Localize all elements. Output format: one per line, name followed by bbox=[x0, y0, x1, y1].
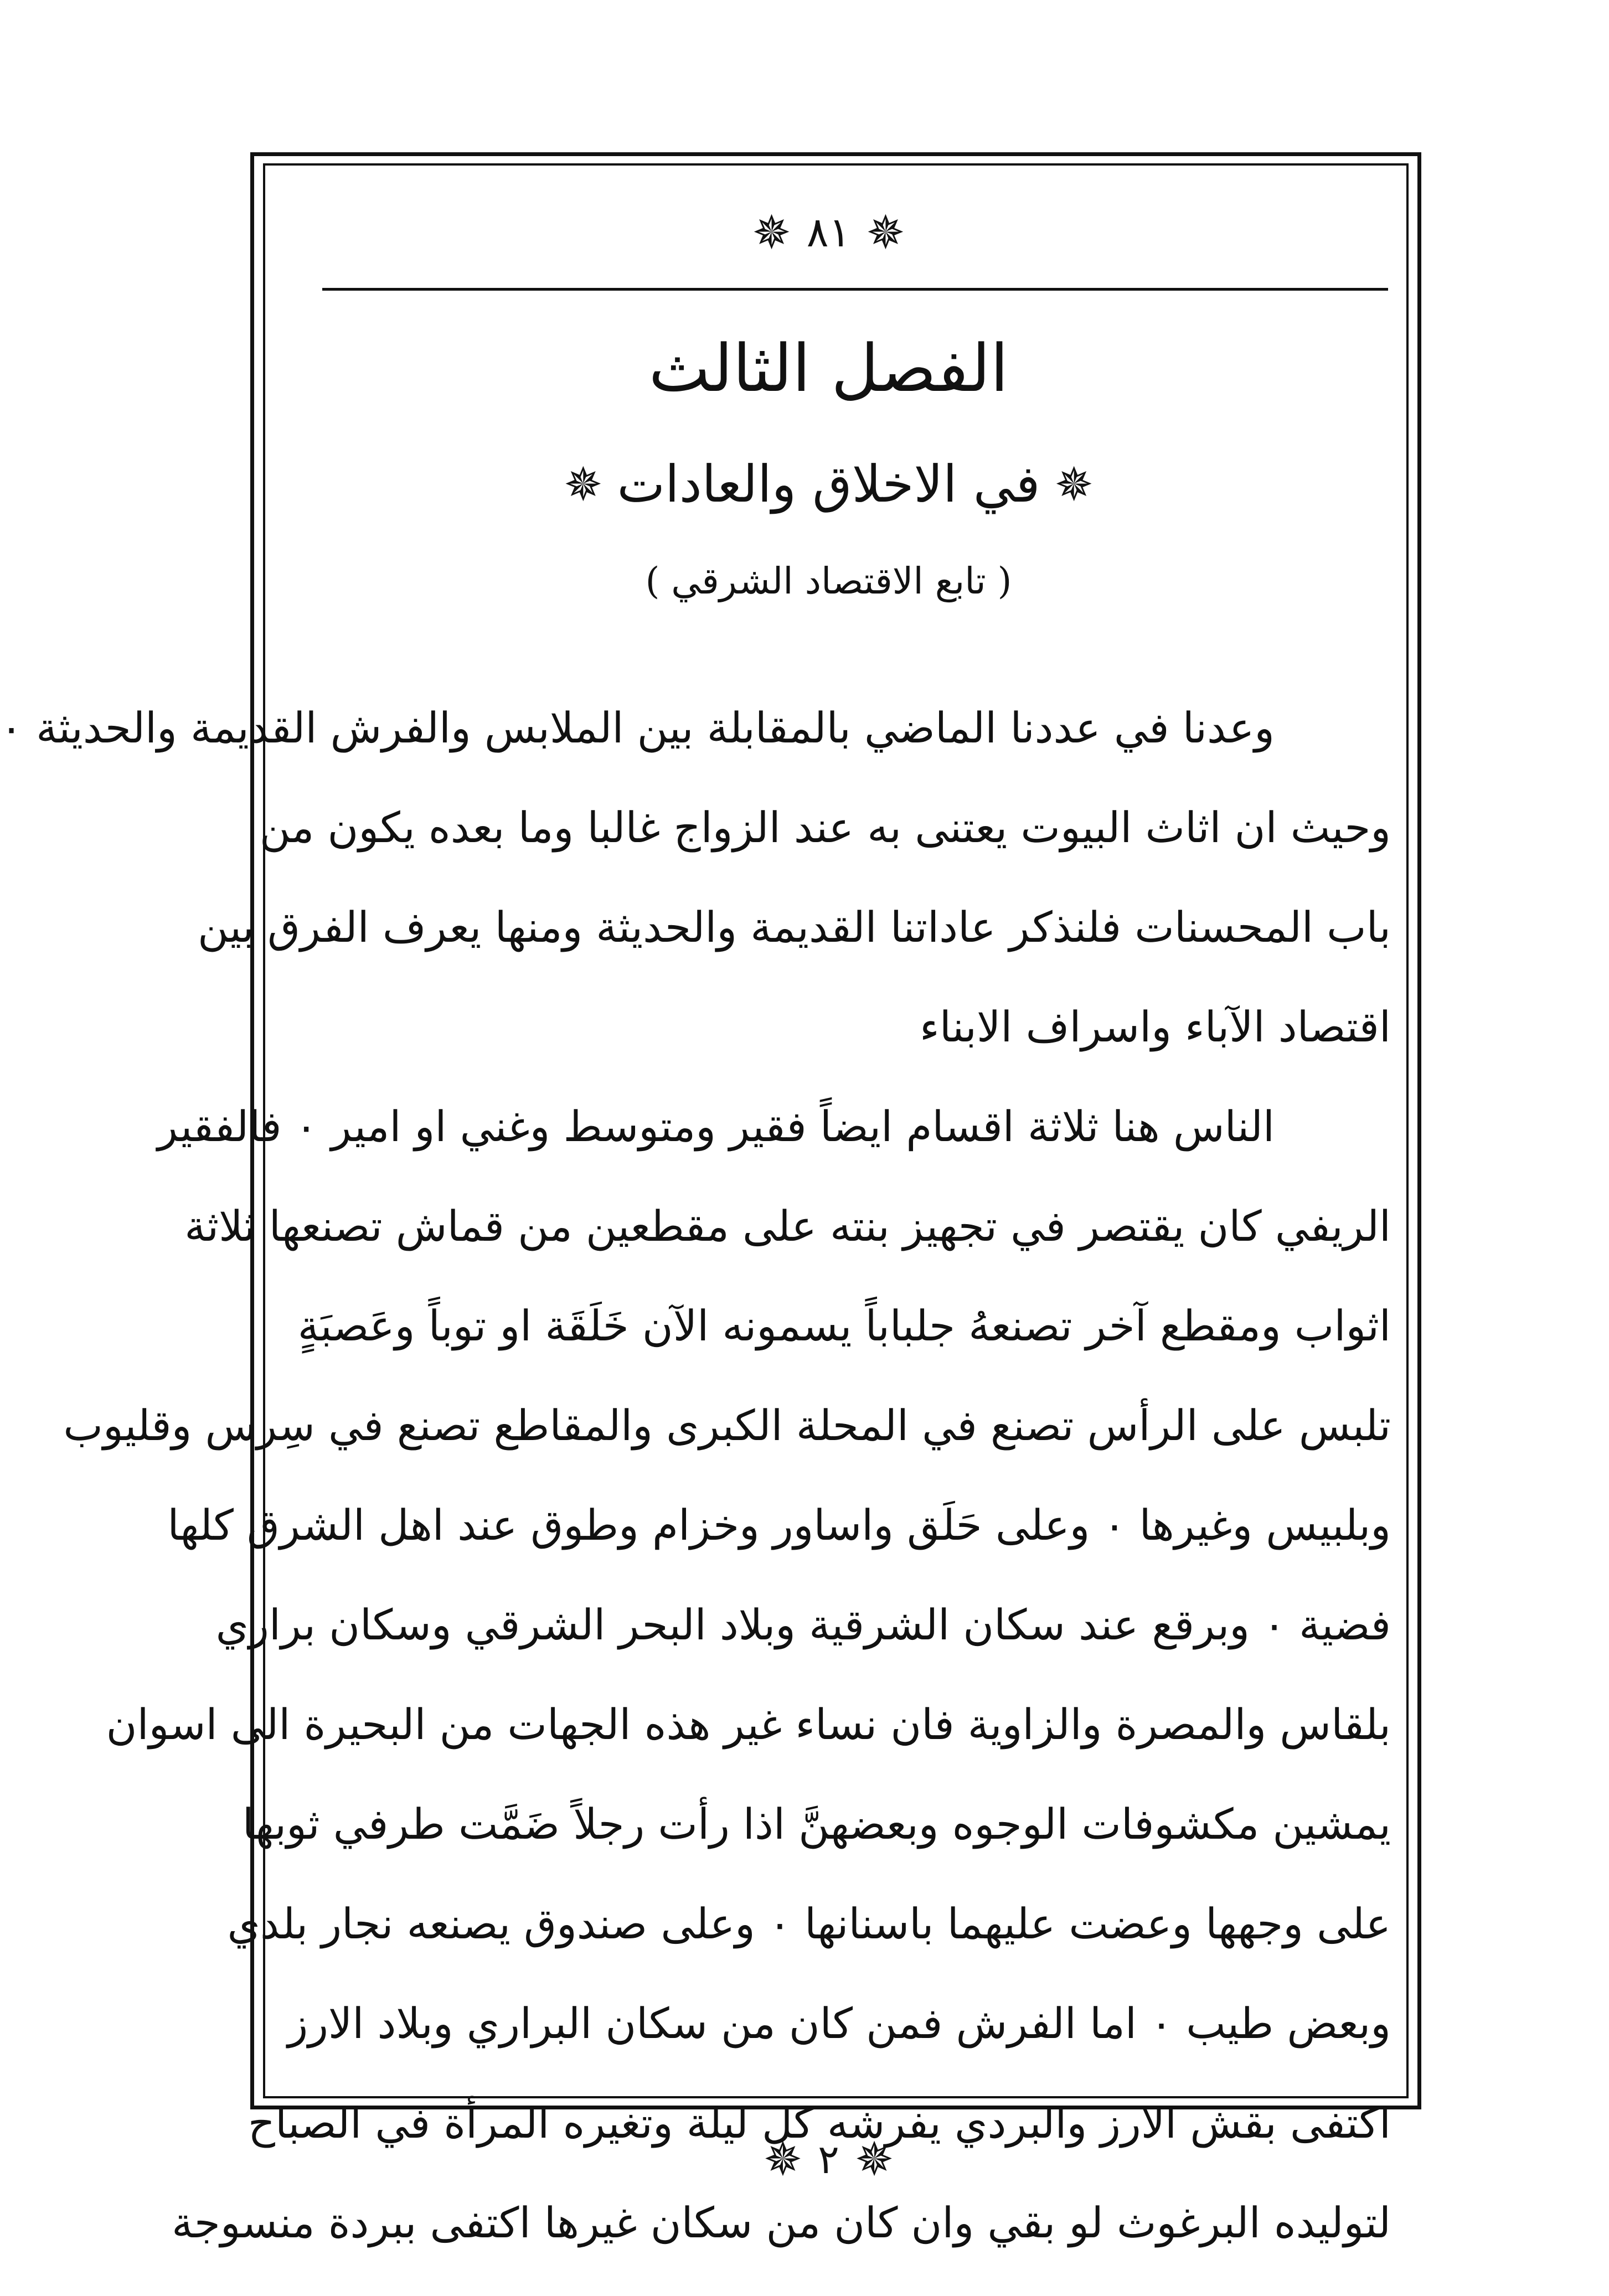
text-line: لتوليده البرغوث لو بقي وان كان من سكان غيرها اكتفى ببردة منسوجة bbox=[172, 2198, 1391, 2247]
signature-mark bbox=[48, 2129, 1609, 2190]
text-line: وعدنا في عددنا الماضي بالمقابلة بين الملابس والفرش القديمة والحديثة ٠ bbox=[0, 703, 1275, 752]
header-divider bbox=[322, 288, 1388, 291]
section-title: في الاخلاق والعادات bbox=[617, 455, 1040, 514]
text-line: وحيث ان اثاث البيوت يعتنى به عند الزواج غالبا وما بعده يكون من bbox=[259, 803, 1391, 852]
text-line: اثواب ومقطع آخر تصنعهُ جلباباً يسمونه الآن خَلَقَة او توباً وعَصبَةٍ bbox=[297, 1301, 1391, 1350]
text-line: اقتصاد الآباء واسراف الابناء bbox=[919, 1002, 1391, 1051]
text-line: فضية ٠ وبرقع عند سكان الشرقية وبلاد البحر الشرقي وسكان براري bbox=[215, 1600, 1391, 1649]
text-line: باب المحسنات فلنذكر عاداتنا القديمة والحديثة ومنها يعرف الفرق بين bbox=[198, 902, 1391, 952]
text-line: الريفي كان يقتصر في تجهيز بنته على مقطعين من قماش تصنعها ثلاثة bbox=[184, 1201, 1391, 1251]
page-number: ٨١ bbox=[806, 209, 851, 256]
text-line: بلقاس والمصرة والزاوية فان نساء غير هذه الجهات من البحيرة الى اسوان bbox=[106, 1700, 1391, 1749]
ornament-icon: ✵ bbox=[1054, 457, 1094, 512]
ornament-icon: ✵ bbox=[866, 205, 905, 260]
ornament-icon: ✵ bbox=[763, 2132, 803, 2186]
subsection-title: ( تابع الاقتصاد الشرقي ) bbox=[645, 560, 1012, 602]
text-line: وبعض طيب ٠ اما الفرش فمن كان من سكان البراري وبلاد الارز bbox=[287, 1999, 1391, 2048]
text-line: وبلبيس وغيرها ٠ وعلى حَلَق واساور وخزام وطوق عند اهل الشرق كلها bbox=[167, 1500, 1391, 1550]
page-number-header bbox=[48, 199, 1609, 266]
section-title-row bbox=[48, 454, 1609, 515]
ornament-icon: ✵ bbox=[752, 205, 791, 260]
body-text bbox=[0, 678, 1391, 2273]
chapter-title: الفصل الثالث bbox=[648, 330, 1009, 406]
ornament-icon: ✵ bbox=[854, 2132, 894, 2186]
signature-number: ٢ bbox=[818, 2136, 839, 2183]
text-line: يمشين مكشوفات الوجوه وبعضهنَّ اذا رأت رجلاً ضَمَّت طرفي ثوبها bbox=[242, 1799, 1391, 1849]
text-line: الناس هنا ثلاثة اقسام ايضاً فقير ومتوسط وغني او امير ٠ فالفقير bbox=[157, 1102, 1275, 1151]
ornament-icon: ✵ bbox=[564, 457, 603, 512]
text-line: على وجهها وعضت عليهما باسنانها ٠ وعلى صندوق يصنعه نجار بلدي bbox=[227, 1899, 1391, 1948]
text-line: تلبس على الرأس تصنع في المحلة الكبرى والمقاطع تصنع في سِرس وقليوب bbox=[63, 1401, 1391, 1450]
text-line: اكتفى بقش الارز والبردي يفرشه كل ليلة وتغيره المرأة في الصباح bbox=[247, 2098, 1391, 2148]
